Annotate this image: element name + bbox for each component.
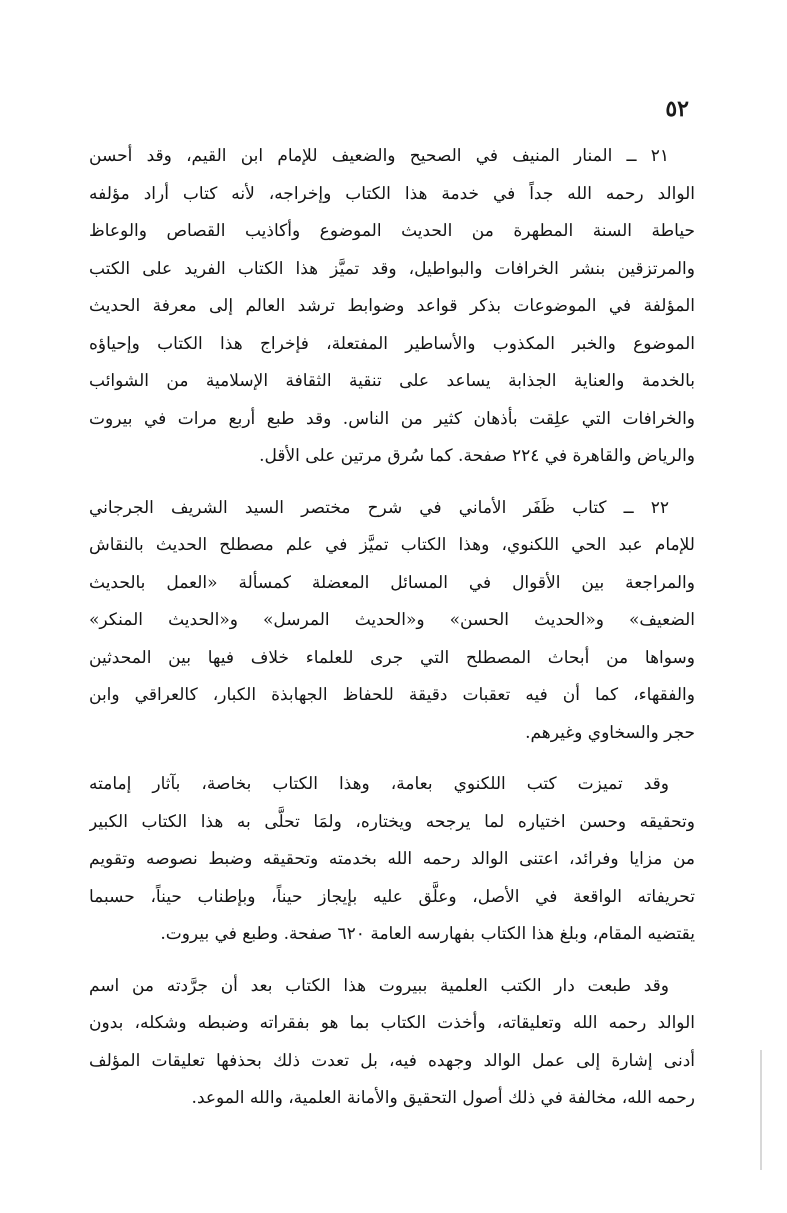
text-line: حجر والسخاوي وغيرهم.	[525, 722, 695, 743]
text-line: من مزايا وفرائد، اعتنى الوالد رحمه الله بخدمته وتحقيقه وضبط نصوصه وتقويم	[89, 849, 695, 869]
scan-speck	[760, 1050, 762, 1170]
paragraph-lucknawi-works	[89, 766, 695, 954]
text-line: وقد تميزت كتب اللكنوي بعامة، وهذا الكتاب بخاصة، بآثار إمامته	[89, 774, 669, 794]
text-line: للإمام عبد الحي اللكنوي، وهذا الكتاب تميَّز في علم مصطلح الحديث بالنقاش	[89, 535, 695, 555]
text-line: حياطة السنة المطهرة من الحديث الموضوع وأكاذيب القصاص والوعاظ	[89, 221, 695, 241]
text-line: والمراجعة بين الأقوال في المسائل المعضلة كمسألة «العمل بالحديث	[89, 572, 695, 593]
text-line: تحريفاته الواقعة في الأصل، وعلَّق عليه بإيجاز حيناً، وبإطناب حيناً، حسبما	[89, 886, 695, 907]
text-line: والخرافات التي علِقت بأذهان كثير من الناس. وقد طبع أربع مرات في بيروت	[89, 408, 695, 429]
text-line: الضعيف» و«الحديث الحسن» و«الحديث المرسل» و«الحديث المنكر»	[89, 610, 695, 630]
text-line: ٢٢ ــ كتاب ظَفَر الأماني في شرح مختصر السيد الشريف الجرجاني	[89, 497, 669, 518]
paragraph-entry-22	[89, 490, 695, 753]
text-line: ٢١ ــ المنار المنيف في الصحيح والضعيف للإمام ابن القيم، وقد أحسن	[89, 146, 669, 166]
text-line: الوالد رحمه الله وتعليقاته، وأخذت الكتاب بما هو بفقراته وضبطه وشكله، بدون	[89, 1013, 695, 1033]
text-line: رحمه الله، مخالفة في ذلك أصول التحقيق والأمانة العلمية، والله الموعد.	[191, 1088, 695, 1108]
page-number: ٥٢	[665, 96, 689, 122]
text-line: وتحقيقه وحسن اختياره لما يرجحه ويختاره، ولمَا تحلَّى به هذا الكتاب الكبير	[89, 811, 695, 832]
text-line: وقد طبعت دار الكتب العلمية ببيروت هذا الكتاب بعد أن جرَّدته من اسم	[89, 975, 669, 996]
text-line: والفقهاء، كما أن فيه تعقبات دقيقة للحفاظ الجهابذة الكبار، كالعراقي وابن	[89, 685, 695, 705]
text-line: يقتضيه المقام، وبلغ هذا الكتاب بفهارسه العامة ٦٢٠ صفحة. وطبع في بيروت.	[160, 924, 695, 944]
text-line: أدنى إشارة إلى عمل الوالد وجهده فيه، بل تعدت ذلك بحذفها تعليقات المؤلف	[89, 1050, 695, 1071]
text-line: والرياض والقاهرة في ٢٢٤ صفحة. كما سُرق مرتين على الأقل.	[259, 446, 695, 466]
page-body	[89, 138, 695, 1132]
text-line: المؤلفة في الموضوعات بذكر قواعد وضوابط ترشد العالم إلى معرفة الحديث	[89, 296, 695, 316]
paragraph-beirut-edition	[89, 968, 695, 1118]
text-line: وسواها من أبحاث المصطلح التي جرى للعلماء خلاف فيها بين المحدثين	[89, 647, 695, 668]
text-line: بالخدمة والعناية الجذابة يساعد على تنقية الثقافة الإسلامية من الشوائب	[89, 371, 695, 391]
text-line: الوالد رحمه الله جداً في خدمة هذا الكتاب وإخراجه، لأنه كتاب أراد مؤلفه	[89, 183, 695, 204]
text-line: الموضوع والخبر المكذوب والأساطير المفتعلة، فإخراج هذا الكتاب وإحياؤه	[89, 333, 695, 354]
text-line: والمرتزقين بنشر الخرافات والبواطيل، وقد تميَّز هذا الكتاب الفريد على الكتب	[89, 258, 695, 279]
paragraph-entry-21	[89, 138, 695, 476]
